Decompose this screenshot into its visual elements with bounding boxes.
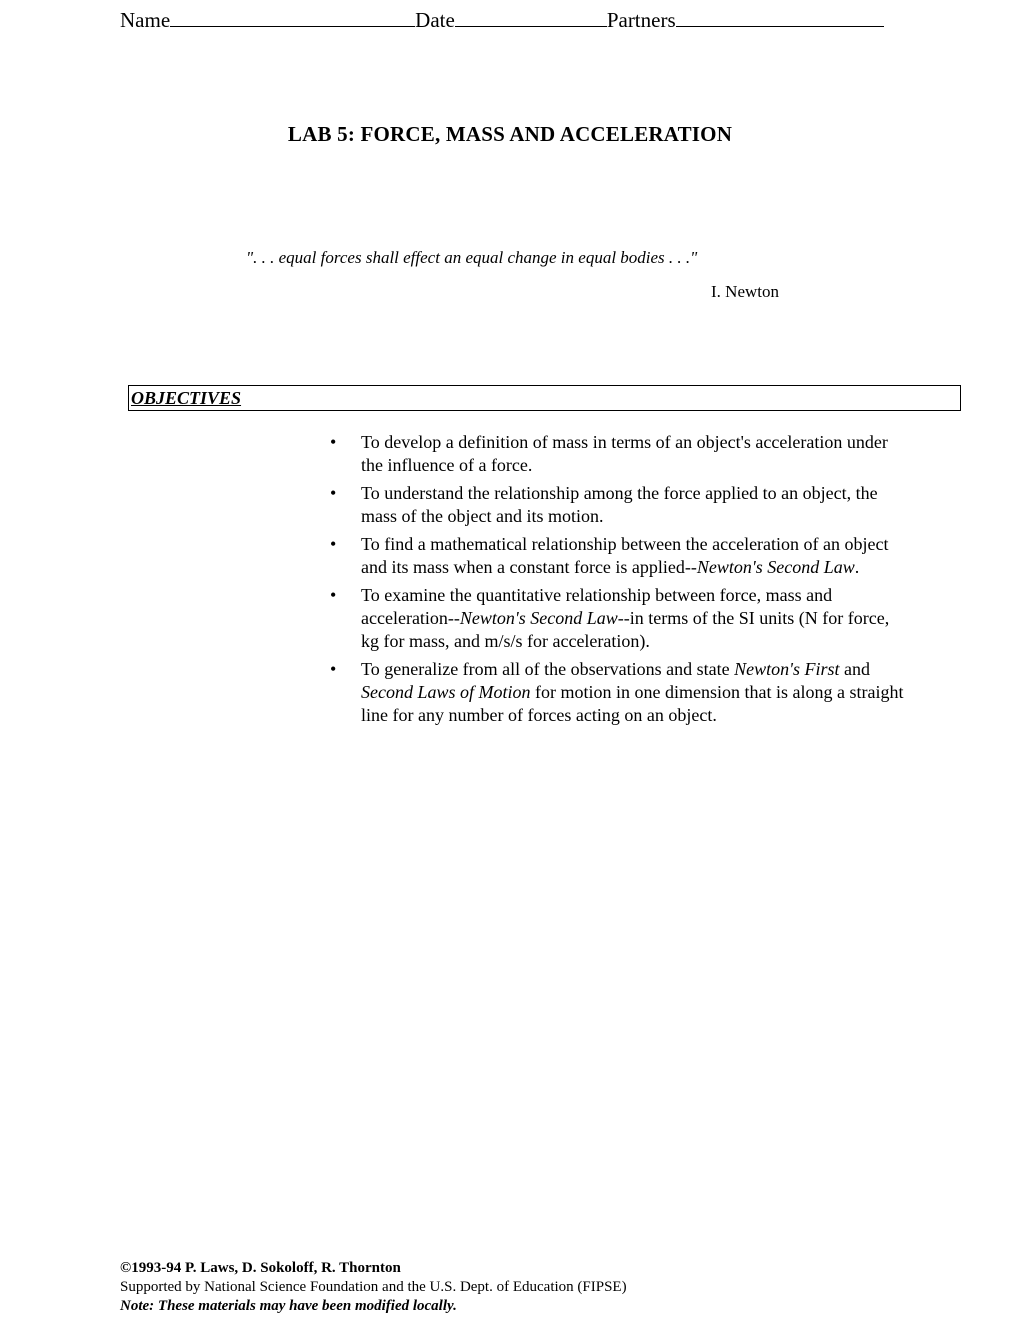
header-fields (120, 6, 884, 34)
list-item (330, 584, 910, 653)
objective-text: To examine the quantitative relationship between force, mass and acceleration-- (361, 585, 833, 628)
quote-text: ". . . equal forces shall effect an equal change in equal bodies . . ." (246, 248, 698, 267)
list-item (330, 482, 910, 528)
bullet-icon: • (330, 483, 337, 503)
objective-emphasis: Newton's Second Law (696, 557, 855, 577)
date-label: Date (415, 8, 455, 32)
footer (120, 1259, 627, 1316)
objectives-header-box (128, 385, 961, 411)
objective-text: To generalize from all of the observations and state (361, 659, 735, 679)
objective-text: for motion in one dimension that is along a straight line for any number of forces acting on an object. (361, 682, 904, 725)
objective-emphasis: Second Laws of Motion (361, 682, 531, 702)
partners-field[interactable] (676, 6, 884, 27)
objective-text: To find a mathematical relationship between the acceleration of an object and its mass when a constant force is applied-- (361, 534, 889, 577)
list-item (330, 658, 910, 727)
bullet-icon: • (330, 659, 337, 679)
objective-text: To develop a definition of mass in terms of an object's acceleration under the influence of a force. (361, 432, 888, 475)
date-field[interactable] (455, 6, 607, 27)
copyright-text: ©1993-94 P. Laws, D. Sokoloff, R. Thornton (120, 1260, 401, 1276)
name-label: Name (120, 8, 171, 32)
list-item (330, 533, 910, 579)
quote-author: I. Newton (711, 282, 779, 301)
page-title: LAB 5: FORCE, MASS AND ACCELERATION (287, 122, 733, 146)
objectives-list (330, 431, 910, 732)
name-field[interactable] (170, 6, 415, 27)
objective-text: and (839, 659, 870, 679)
objective-emphasis: Newton's First (734, 659, 840, 679)
objective-text: --in terms of the SI units (N for force, kg for mass, and m/s/s for acceleration). (361, 608, 890, 651)
bullet-icon: • (330, 534, 337, 554)
bullet-icon: • (330, 432, 337, 452)
support-text: Supported by National Science Foundation and the U.S. Dept. of Education (FIPSE) (120, 1279, 627, 1295)
objective-text: . (854, 557, 860, 577)
note-text: Note: These materials may have been modified locally. (120, 1298, 457, 1314)
objective-emphasis: Newton's Second Law (459, 608, 618, 628)
bullet-icon: • (330, 585, 337, 605)
partners-label: Partners (606, 8, 676, 32)
objective-text: To understand the relationship among the force applied to an object, the mass of the object and its motion. (361, 483, 878, 526)
objectives-heading: OBJECTIVES (131, 388, 242, 408)
list-item (330, 431, 910, 477)
